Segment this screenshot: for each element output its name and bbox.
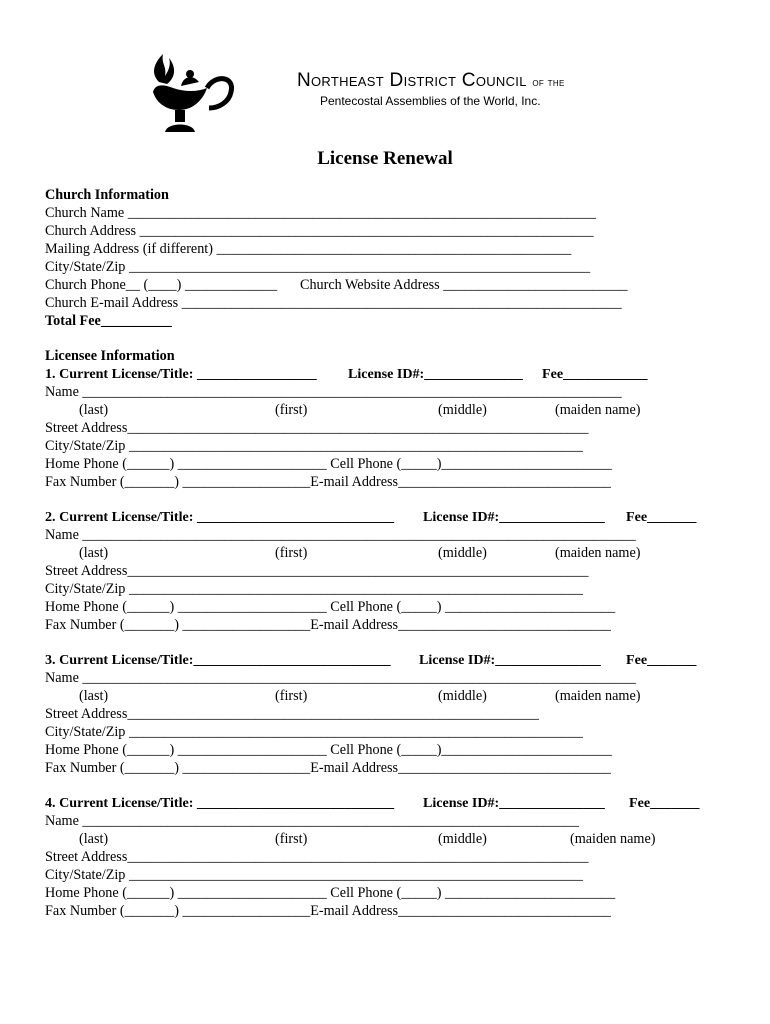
first-name-label: (first) (275, 831, 308, 847)
license-title-field[interactable]: 2. Current License/Title: ____________________________ (45, 509, 395, 525)
city-state-zip-field[interactable]: City/State/Zip ________________________________________________________________ (45, 724, 583, 740)
church-info-heading: Church Information (45, 187, 169, 203)
church-website-field[interactable]: Church Website Address __________________________ (300, 277, 628, 293)
name-parts-labels (45, 401, 685, 419)
home-cell-phone-field[interactable]: Home Phone (______) _____________________ Cell Phone (_____)________________________ (45, 456, 612, 472)
oil-lamp-logo-icon (145, 48, 237, 136)
license-title-field[interactable]: 1. Current License/Title: _________________ (45, 366, 317, 382)
home-cell-phone-field[interactable]: Home Phone (______) _____________________ Cell Phone (_____) ________________________ (45, 885, 616, 901)
licensee-name-field[interactable]: Name ____________________________________________________________________________ (45, 384, 622, 400)
maiden-name-label: (maiden name) (570, 831, 656, 847)
last-name-label: (last) (79, 545, 109, 561)
first-name-label: (first) (275, 688, 308, 704)
license-fee-field[interactable]: Fee____________ (542, 366, 648, 382)
last-name-label: (last) (79, 402, 109, 418)
maiden-name-label: (maiden name) (555, 688, 641, 704)
church-phone-row (45, 276, 685, 294)
licensee-name-field[interactable]: Name ______________________________________________________________________________ (45, 527, 636, 543)
licensee-name-field[interactable]: Name ______________________________________________________________________________ (45, 670, 636, 686)
license-fee-field[interactable]: Fee_______ (629, 795, 700, 811)
page-title: License Renewal (317, 148, 453, 169)
first-name-label: (first) (275, 545, 308, 561)
street-address-field[interactable]: Street Address_________________________________________________________________ (45, 420, 589, 436)
name-parts-labels (45, 544, 685, 562)
license-fee-field[interactable]: Fee_______ (626, 509, 697, 525)
license-id-field[interactable]: License ID#:______________ (348, 366, 523, 382)
street-address-field[interactable]: Street Address_________________________________________________________________ (45, 563, 589, 579)
fax-email-field[interactable]: Fax Number (_______) __________________E-mail Address______________________________ (45, 474, 611, 490)
license-id-field[interactable]: License ID#:_______________ (423, 795, 605, 811)
city-state-zip-field[interactable]: City/State/Zip ________________________________________________________________ (45, 438, 583, 454)
license-title-row (45, 365, 725, 383)
first-name-label: (first) (275, 402, 308, 418)
licensee-info-heading: Licensee Information (45, 348, 175, 364)
fax-email-field[interactable]: Fax Number (_______) __________________E-mail Address______________________________ (45, 760, 611, 776)
church-phone-field[interactable]: Church Phone__ (____) _____________ (45, 277, 278, 293)
middle-name-label: (middle) (438, 545, 487, 561)
licensee-name-field[interactable]: Name ______________________________________________________________________ (45, 813, 579, 829)
church-name-field[interactable]: Church Name __________________________________________________________________ (45, 205, 596, 221)
fax-email-field[interactable]: Fax Number (_______) __________________E-mail Address______________________________ (45, 903, 611, 919)
mailing-address-field[interactable]: Mailing Address (if different) __________________________________________________ (45, 241, 572, 257)
church-city-field[interactable]: City/State/Zip _________________________________________________________________ (45, 259, 591, 275)
home-cell-phone-field[interactable]: Home Phone (______) _____________________ Cell Phone (_____) ________________________ (45, 599, 616, 615)
street-address-field[interactable]: Street Address__________________________________________________________ (45, 706, 539, 722)
street-address-field[interactable]: Street Address_________________________________________________________________ (45, 849, 589, 865)
license-title-field[interactable]: 3. Current License/Title:____________________________ (45, 652, 391, 668)
last-name-label: (last) (79, 831, 109, 847)
org-name: Northeast District Council of the (297, 70, 565, 91)
last-name-label: (last) (79, 688, 109, 704)
city-state-zip-field[interactable]: City/State/Zip ________________________________________________________________ (45, 581, 583, 597)
middle-name-label: (middle) (438, 688, 487, 704)
church-address-field[interactable]: Church Address ________________________________________________________________ (45, 223, 594, 239)
total-fee-field[interactable]: Total Fee__________ (45, 313, 172, 329)
fax-email-field[interactable]: Fax Number (_______) __________________E-mail Address______________________________ (45, 617, 611, 633)
license-title-row (45, 508, 725, 526)
name-parts-labels (45, 687, 685, 705)
letterhead (0, 0, 770, 140)
license-fee-field[interactable]: Fee_______ (626, 652, 697, 668)
maiden-name-label: (maiden name) (555, 402, 641, 418)
city-state-zip-field[interactable]: City/State/Zip ________________________________________________________________ (45, 867, 583, 883)
middle-name-label: (middle) (438, 831, 487, 847)
license-title-field[interactable]: 4. Current License/Title: ____________________________ (45, 795, 395, 811)
middle-name-label: (middle) (438, 402, 487, 418)
church-email-field[interactable]: Church E-mail Address ______________________________________________________________ (45, 295, 622, 311)
license-title-row (45, 651, 725, 669)
license-id-field[interactable]: License ID#:_______________ (423, 509, 605, 525)
license-id-field[interactable]: License ID#:_______________ (419, 652, 601, 668)
org-subtitle: Pentecostal Assemblies of the World, Inc. (320, 94, 541, 108)
license-title-row (45, 794, 725, 812)
name-parts-labels (45, 830, 685, 848)
home-cell-phone-field[interactable]: Home Phone (______) _____________________ Cell Phone (_____)________________________ (45, 742, 612, 758)
maiden-name-label: (maiden name) (555, 545, 641, 561)
